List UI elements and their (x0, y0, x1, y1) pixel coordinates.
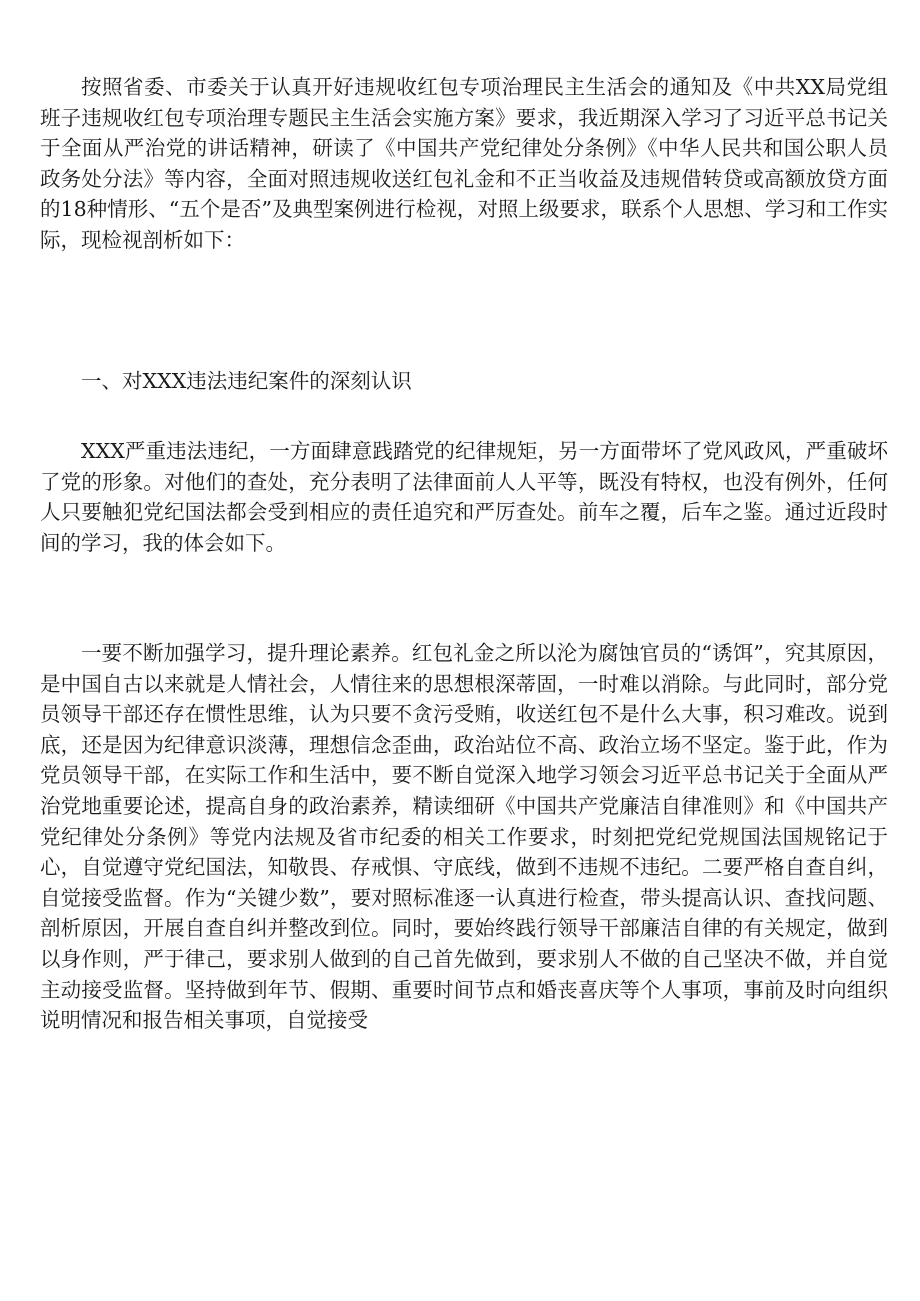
study-requirements-paragraph: 一要不断加强学习，提升理论素养。红包礼金之所以沦为腐蚀官员的“诱饵”，究其原因，是中国自古以来就是人情社会，人情往来的思想根深蒂固，一时难以消除。与此同时，部分党员领导干部还存在惯性思维，认为只要不贪污受贿，收送红包不是什么大事，积习难改。说到底，还是因为纪律意识淡薄，理想信念歪曲，政治站位不高、政治立场不坚定。鉴于此，作为党员领导干部，在实际工作和生活中，要不断自觉深入地学习领会习近平总书记关于全面从严治党地重要论述，提高自身的政治素养，精读细研《中国共产党廉洁自律准则》和《中国共产党纪律处分条例》等党内法规及省市纪委的相关工作要求，时刻把党纪党规国法国规铭记于心，自觉遵守党纪国法，知敬畏、存戒惧、守底线，做到不违规不违纪。二要严格自查自纠，自觉接受监督。作为“关键少数”，要对照标准逐一认真进行检查，带头提高认识、查找问题、剖析原因，开展自查自纠并整改到位。同时，要始终践行领导干部廉洁自律的有关规定，做到以身作则，严于律己，要求别人做到的自己首先做到，要求别人不做的自己坚决不做，并自觉主动接受监督。坚持做到年节、假期、重要时间节点和婚丧喜庆等个人事项，事前及时向组织说明情况和报告相关事项，自觉接受 (40, 641, 888, 1033)
section-heading: 一、对XXX违法违纪案件的深刻认识 (81, 369, 412, 393)
case-understanding-paragraph: XXX严重违法违纪，一方面肆意践踏党的纪律规矩，另一方面带坏了党风政风，严重破坏了党的形象。对他们的查处，充分表明了法律面前人人平等，既没有特权，也没有例外，任何人只要触犯党纪国法都会受到相应的责任追究和严厉查处。前车之覆，后车之鉴。通过近段时间的学习，我的体会如下。 (40, 439, 888, 555)
intro-paragraph: 按照省委、市委关于认真开好违规收红包专项治理民主生活会的通知及《中共XX局党组班子违规收红包专项治理专题民主生活会实施方案》要求，我近期深入学习了习近平总书记关于全面从严治党的讲话精神，研读了《中国共产党纪律处分条例》《中华人民共和国公职人员政务处分法》等内容，全面对照违规收送红包礼金和不正当收益及违规借转贷或高额放贷方面的18种情形、“五个是否”及典型案例进行检视，对照上级要求，联系个人思想、学习和工作实际，现检视剖析如下： (40, 75, 888, 252)
